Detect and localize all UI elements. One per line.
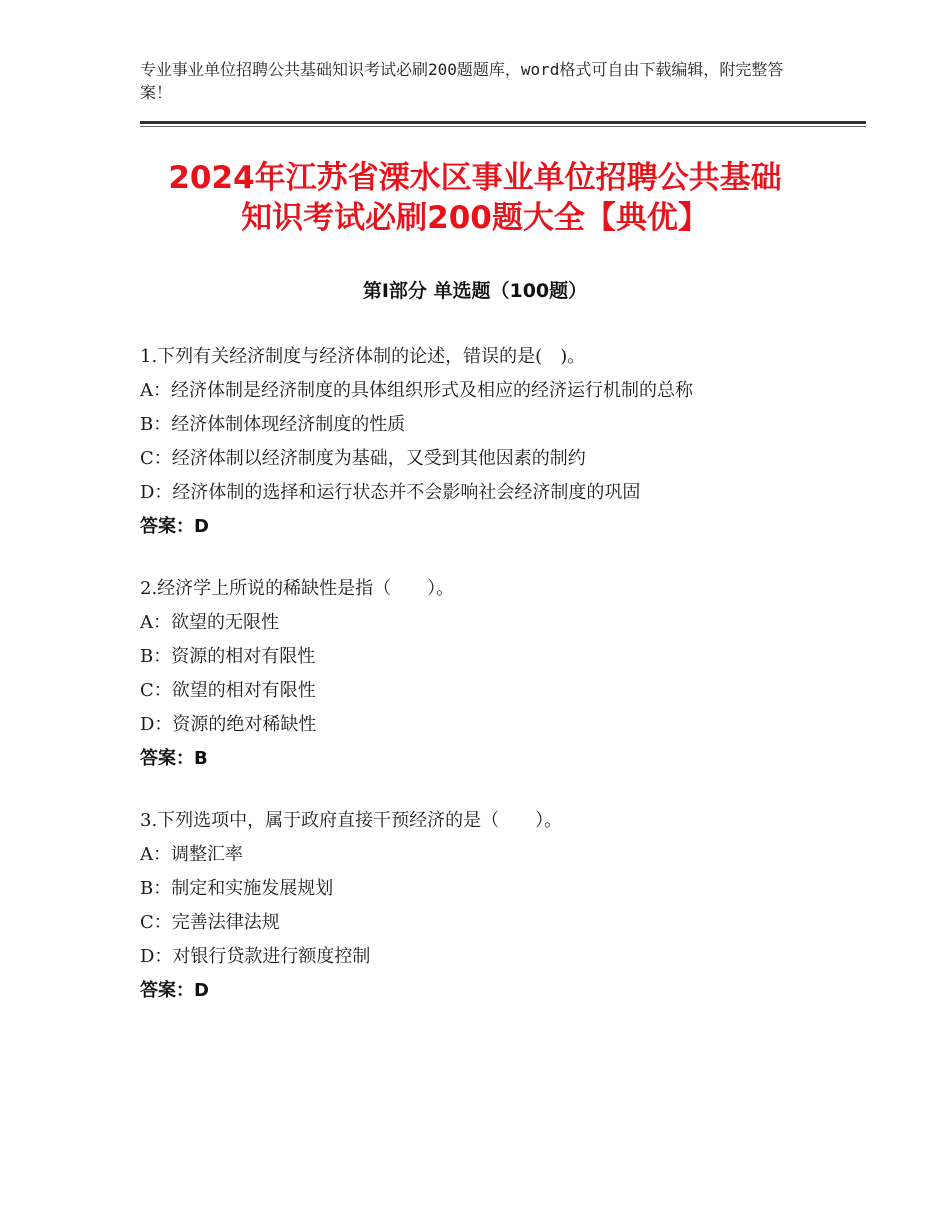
answer: 答案：D [140,516,209,537]
option-c: C：欲望的相对有限性 [140,680,316,701]
header-note: 专业事业单位招聘公共基础知识考试必刷200题题库，word格式可自由下载编辑，附完整答案！ [140,60,784,102]
option-c: C：完善法律法规 [140,912,280,933]
option-a: A：调整汇率 [140,844,243,865]
option-b: B：资源的相对有限性 [140,646,316,667]
question-stem: 2.经济学上所说的稀缺性是指（ ）。 [140,578,455,599]
option-a: A：欲望的无限性 [140,612,279,633]
option-b: B：制定和实施发展规划 [140,878,334,899]
header-divider-thick [140,121,866,124]
option-d: D：经济体制的选择和运行状态并不会影响社会经济制度的巩固 [140,482,641,503]
option-c: C：经济体制以经济制度为基础，又受到其他因素的制约 [140,448,586,469]
question-stem: 1.下列有关经济制度与经济体制的论述，错误的是( )。 [140,346,586,367]
document-title [110,158,840,238]
option-d: D：资源的绝对稀缺性 [140,714,317,735]
option-b: B：经济体制体现经济制度的性质 [140,414,406,435]
question-3 [140,804,840,1008]
question-list [140,340,840,1036]
document-title-line-2: 知识考试必刷200题大全【典优】 [241,200,709,236]
answer: 答案：D [140,980,209,1001]
answer: 答案：B [140,748,208,769]
header-divider-thin [140,126,866,127]
option-a: A：经济体制是经济制度的具体组织形式及相应的经济运行机制的总称 [140,380,693,401]
question-1 [140,340,840,544]
option-d: D：对银行贷款进行额度控制 [140,946,371,967]
question-stem: 3.下列选项中，属于政府直接干预经济的是（ ）。 [140,810,563,831]
question-2 [140,572,840,776]
section-title: 第Ⅰ部分 单选题（100题） [362,280,588,302]
document-title-line-1: 2024年江苏省溧水区事业单位招聘公共基础 [168,160,782,196]
